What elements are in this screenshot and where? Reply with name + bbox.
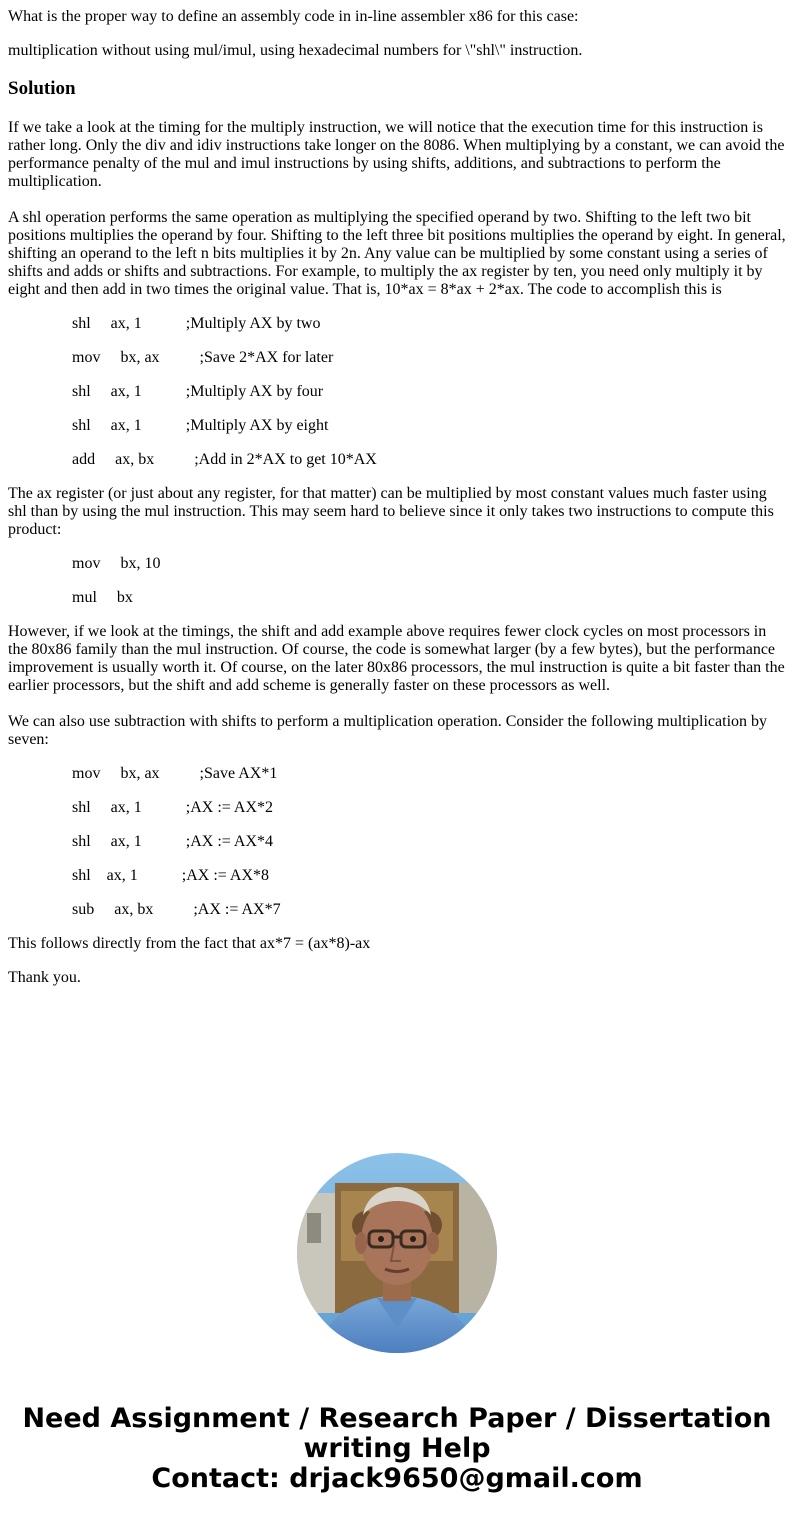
- code-line: shl ax, 1 ;AX := AX*2: [72, 799, 274, 816]
- paragraph-timings: However, if we look at the timings, the shift and add example above requires fewer clock cycles on most processors in the 80x86 family than the mul instruction. Of course, the code is somewhat larger (by a few bytes), but the performance improvement is usually worth it. Of course, on the later 80x86 processors, the mul instruction is quite a bit faster than the earlier processors, but the shift and add scheme is generally faster on these processors as well.: [8, 623, 785, 694]
- paragraph-conclusion: This follows directly from the fact that ax*7 = (ax*8)-ax: [8, 935, 371, 952]
- code-line: shl ax, 1 ;AX := AX*4: [72, 833, 274, 850]
- promo-contact: Contact: drjack9650@gmail.com: [151, 1463, 643, 1494]
- question-line-2: multiplication without using mul/imul, using hexadecimal numbers for \"shl\" instruction.: [8, 42, 583, 59]
- code-line: shl ax, 1 ;AX := AX*8: [72, 867, 270, 884]
- paragraph-shl: A shl operation performs the same operation as multiplying the specified operand by two. Shifting to the left two bit positions multiplies the operand by four. Shifting to the left three bit positions multiplies the operand by eight. In general, shifting an operand to the left n bits multiplies it by 2n. Any value can be multiplied by some constant using a series of shifts and adds or shifts and subtractions. For example, to multiply the ax register by ten, you need only multiply it by eight and then add in two times the original value. That is, 10*ax = 8*ax + 2*ax. The code to accomplish this is: [8, 209, 786, 298]
- code-line: mov bx, ax ;Save 2*AX for later: [72, 349, 334, 366]
- code-line: add ax, bx ;Add in 2*AX to get 10*AX: [72, 451, 377, 468]
- code-line: shl ax, 1 ;Multiply AX by eight: [72, 417, 329, 434]
- code-line: mov bx, ax ;Save AX*1: [72, 765, 278, 782]
- code-line: mul bx: [72, 589, 133, 606]
- paragraph-subtraction: We can also use subtraction with shifts to perform a multiplication operation. Consider the following multiplication by seven:: [8, 713, 768, 748]
- question-line-1: What is the proper way to define an assembly code in in-line assembler x86 for this case:: [8, 8, 579, 25]
- solution-heading: Solution: [8, 78, 76, 99]
- promo-line-1: Need Assignment / Research Paper / Dissertation: [22, 1403, 772, 1434]
- promo-banner: [0, 1404, 794, 1494]
- code-line: mov bx, 10: [72, 555, 161, 572]
- code-line: shl ax, 1 ;Multiply AX by two: [72, 315, 321, 332]
- tutor-photo-illustration: [297, 1153, 497, 1353]
- promo-line-2: writing Help: [303, 1433, 491, 1464]
- code-line: sub ax, bx ;AX := AX*7: [72, 901, 281, 918]
- paragraph-intro: If we take a look at the timing for the multiply instruction, we will notice that the execution time for this instruction is rather long. Only the div and idiv instructions take longer on the 8086. When multiplying by a constant, we can avoid the performance penalty of the mul and imul instructions by using shifts, additions, and subtractions to perform the multiplication.: [8, 119, 785, 190]
- code-line: shl ax, 1 ;Multiply AX by four: [72, 383, 324, 400]
- paragraph-mul-comparison: The ax register (or just about any register, for that matter) can be multiplied by most constant values much faster using shl than by using the mul instruction. This may seem hard to believe since it only takes two instructions to compute this product:: [8, 485, 774, 538]
- paragraph-thanks: Thank you.: [8, 969, 81, 986]
- tutor-avatar: [297, 1153, 497, 1353]
